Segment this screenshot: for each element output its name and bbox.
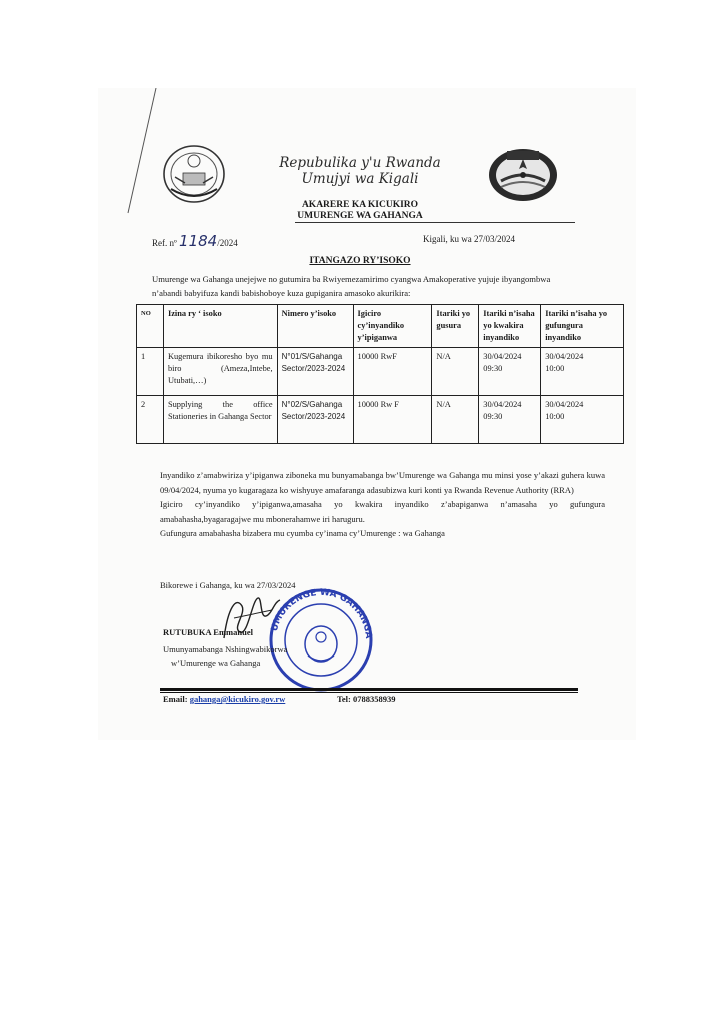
cell-no: 2	[137, 396, 164, 444]
letterhead-city: Umujyi wa Kigali	[301, 171, 419, 187]
cell-visit-date: N/A	[432, 396, 479, 444]
cell-opening: 30/04/2024 10:00	[541, 396, 624, 444]
letter-date: Kigali, ku wa 27/03/2024	[423, 234, 515, 244]
svg-text:UMURENGE WA GAHANGA: UMURENGE WA GAHANGA	[269, 587, 374, 640]
footer-telephone: Tel: 0788358939	[337, 694, 396, 704]
header-divider	[295, 222, 575, 223]
notice-title: ITANGAZO RY’ISOKO	[309, 256, 411, 266]
rwanda-coat-of-arms-icon	[161, 143, 227, 205]
cell-deadline: 30/04/2024 09:30	[479, 348, 541, 396]
body-paragraph: Igiciro cy’inyandiko y’ipiganwa,amasaha yo kwakira inyandiko z’abapiganwa n’amasaha yo gufungura amabahasha,byagaragajwe mu mbonerahamwe iri haruguru.	[160, 499, 605, 524]
body-paragraph: Inyandiko z’amabwiriza y’ipiganwa ziboneka mu bunyamabanga bw’Umurenge wa Gahanga mu minsi yose y’akazi guhera kuwa 09/04/2024, nyuma yo kugaragaza ko wishyuye amafaranga adasubizwa kuri konti ya Rwanda Revenue Authority (RRA)	[160, 470, 605, 495]
cell-visit-date: N/A	[432, 348, 479, 396]
cell-no: 1	[137, 348, 164, 396]
official-stamp	[262, 582, 380, 692]
notice-intro: Umurenge wa Gahanga unejejwe no gutumira ba Rwiyemezamirimo cyangwa Amakoperative yujuje ibyangombwa n’abandi babyifuza kandi babishoboye kuza gupiganira amasoko akurikira:	[152, 274, 551, 298]
letterhead-script-title	[255, 155, 465, 187]
header-visit-date: Itariki yo gusura	[432, 305, 479, 348]
header-number: Nimero y’isoko	[277, 305, 353, 348]
handwritten-reference: 1184	[179, 232, 218, 250]
cell-number: N°02/S/Gahanga Sector/2023-2024	[277, 396, 353, 444]
signed-place-date: Bikorewe i Gahanga, ku wa 27/03/2024	[160, 580, 296, 590]
header-no: NO	[137, 305, 164, 348]
letterhead-country: Repubulika y'u Rwanda	[279, 155, 441, 171]
header-price: Igiciro cy’inyandiko y’ipiganwa	[353, 305, 432, 348]
table-row	[137, 348, 624, 396]
signatory-title: Umunyamabanga Nshingwabikorwa w’Umurenge wa Gahanga	[163, 644, 288, 668]
email-link[interactable]: gahanga@kicukiro.gov.rw	[189, 694, 286, 704]
header-deadline: Itariki n’isaha yo kwakira inyandiko	[479, 305, 541, 348]
cell-opening: 30/04/2024 10:00	[541, 348, 624, 396]
table-row	[137, 396, 624, 444]
sector-name: UMURENGE WA GAHANGA	[297, 211, 423, 221]
notice-body	[160, 468, 605, 541]
city-of-kigali-logo-icon	[487, 143, 559, 203]
table-header-row	[137, 305, 624, 348]
signatory-name: RUTUBUKA Emmanuel	[163, 627, 253, 637]
header-name: Izina ry ‘ isoko	[163, 305, 277, 348]
footer-divider	[160, 688, 578, 691]
letterhead-organization	[230, 200, 490, 222]
footer-divider-thin	[160, 692, 578, 693]
district-name: AKARERE KA KICUKIRO	[301, 200, 419, 210]
body-paragraph: Gufungura amabahasha bizabera mu cyumba cy’inama cy’Umurenge : wa Gahanga	[160, 528, 445, 538]
cell-name: Kugemura ibikoresho byo mu biro (Ameza,Intebe, Utubati,…)	[163, 348, 277, 396]
cell-price: 10000 Rw F	[353, 396, 432, 444]
header-opening: Itariki n’isaha yo gufungura inyandiko	[541, 305, 624, 348]
reference-number: Ref. nº 1184/2024	[152, 232, 238, 250]
cell-number: N°01/S/Gahanga Sector/2023-2024	[277, 348, 353, 396]
cell-deadline: 30/04/2024 09:30	[479, 396, 541, 444]
footer-email: Email: gahanga@kicukiro.gov.rw	[163, 694, 286, 704]
tenders-table	[136, 304, 624, 444]
cell-name: Supplying the office Stationeries in Gahanga Sector	[163, 396, 277, 444]
cell-price: 10000 RwF	[353, 348, 432, 396]
